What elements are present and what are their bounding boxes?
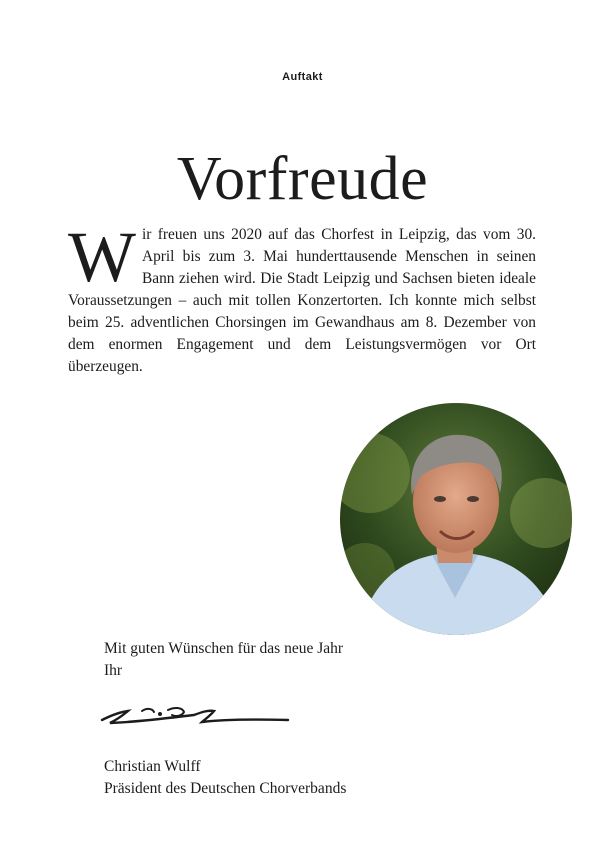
closing-greeting [104,638,343,682]
portrait-photo [340,403,572,635]
signature-icon [98,698,298,736]
yours-line: Ihr [104,662,123,679]
author-role: Präsident des Deutschen Chorverbands [104,780,347,797]
portrait-illustration [340,403,572,635]
author-block [104,756,346,800]
page-title: Vorfreude [176,144,429,213]
intro-paragraph [68,217,536,378]
author-name: Christian Wulff [104,758,201,775]
drop-cap: W [68,217,136,297]
section-label: Auftakt [282,71,323,83]
greeting-line: Mit guten Wünschen für das neue Jahr [104,640,344,657]
intro-text: ir freuen uns 2020 auf das Chorfest in Leipzig, das vom 30. April bis zum 3. Mai hunderttausende Menschen in seinen Bann ziehen wird. Die Stadt Leipzig und Sachsen bieten ideale Voraussetzungen – auch mit tollen Konzertorten. Ich konnte mich selbst beim 25. adventlichen Chorsingen im Gewandhaus am 8. Dezember von dem enormen Engagement und dem Leistungsvermögen vor Ort überzeugen. [68,226,536,375]
